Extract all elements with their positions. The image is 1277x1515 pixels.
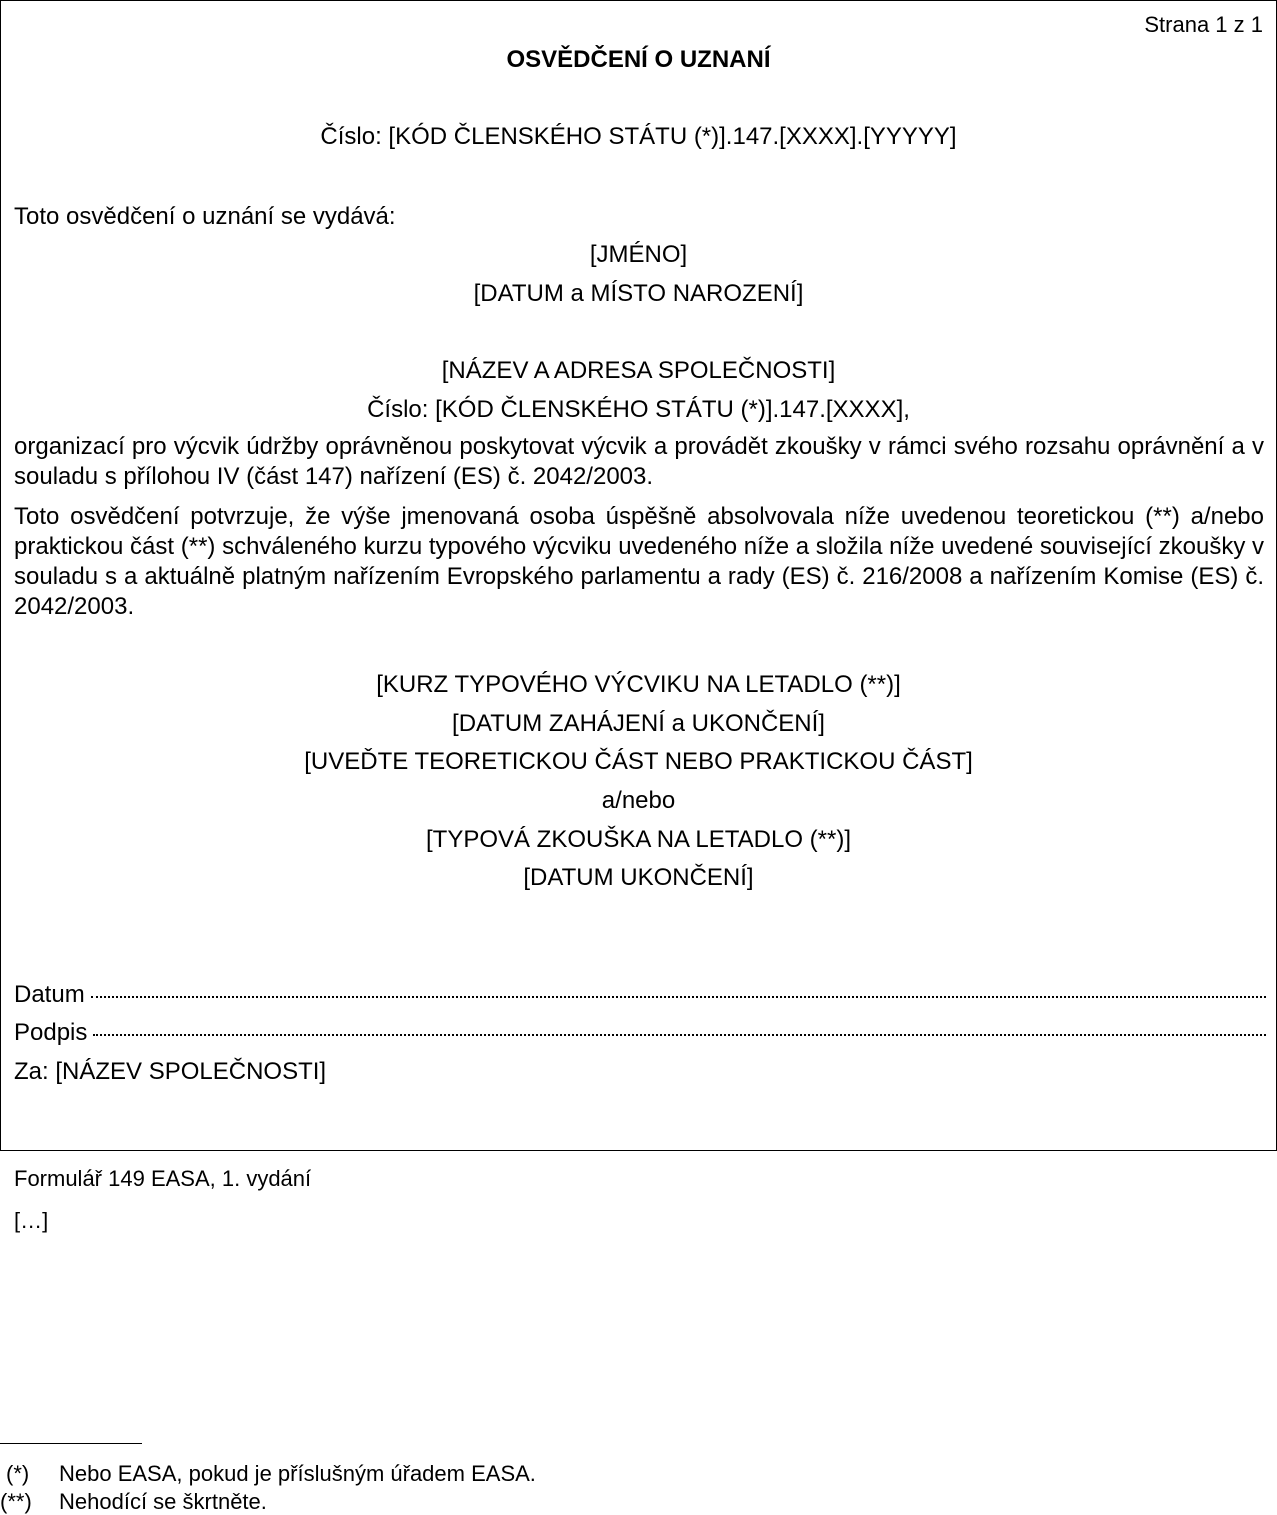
date-label: Datum [14,981,85,1008]
organization-paragraph: organizací pro výcvik údržby oprávněnou poskytovat výcvik a provádět zkoušky v rámci svého rozsahu oprávnění a v souladu s přílohou IV (část 147) nařízení (ES) č. 2042/2003. [14,433,1264,490]
certificate-number: Číslo: [KÓD ČLENSKÉHO STÁTU (*)].147.[XXXX].[YYYYY] [320,123,957,150]
exam-date: [DATUM UKONČENÍ] [523,864,754,891]
footnote-text: Nebo EASA, pokud je příslušným úřadem EASA. [59,1461,536,1486]
confirmation-paragraph: Toto osvědčení potvrzuje, že výše jmenovaná osoba úspěšně absolvovala níže uvedenou teoretickou (**) a/nebo praktickou část (**) schváleného kurzu typového výcviku uvedeného níže a složila níže uvedené související zkoušky v souladu s a aktuálně platným nařízením Evropského parlamentu a rady (ES) č. 216/2008 a nařízením Komise (ES) č. 2042/2003. [14,503,1264,620]
footnote-mark: (*) [6,1461,30,1486]
date-row [14,981,1266,1009]
page-number: Strana 1 z 1 [1144,12,1263,37]
footnote-mark: (**) [0,1489,32,1514]
company-number: Číslo: [KÓD ČLENSKÉHO STÁTU (*)].147.[XXXX], [367,396,910,423]
course-dates: [DATUM ZAHÁJENÍ a UKONČENÍ] [452,710,825,737]
for-company: Za: [NÁZEV SPOLEČNOSTI] [14,1058,327,1085]
company-name-address: [NÁZEV A ADRESA SPOLEČNOSTI] [441,357,836,384]
omission-mark: […] [14,1208,49,1233]
signature-row [14,1019,1266,1047]
date-dotted-line [91,996,1266,998]
holder-name: [JMÉNO] [589,241,688,268]
form-identifier: Formulář 149 EASA, 1. vydání [14,1166,312,1191]
intro-text: Toto osvědčení o uznání se vydává: [14,203,396,230]
document-title: OSVĚDČENÍ O UZNANÍ [506,46,771,73]
course-name: [KURZ TYPOVÉHO VÝCVIKU NA LETADLO (**)] [376,671,901,698]
and-or-text: a/nebo [601,787,676,814]
type-exam: [TYPOVÁ ZKOUŠKA NA LETADLO (**)] [425,826,851,853]
footnote-separator [0,1443,142,1444]
course-part: [UVEĎTE TEORETICKOU ČÁST NEBO PRAKTICKOU ČÁST] [304,748,973,775]
holder-birth: [DATUM a MÍSTO NAROZENÍ] [473,280,804,307]
signature-dotted-line [93,1034,1266,1036]
footnote-text: Nehodící se škrtněte. [59,1489,267,1514]
signature-label: Podpis [14,1019,88,1046]
